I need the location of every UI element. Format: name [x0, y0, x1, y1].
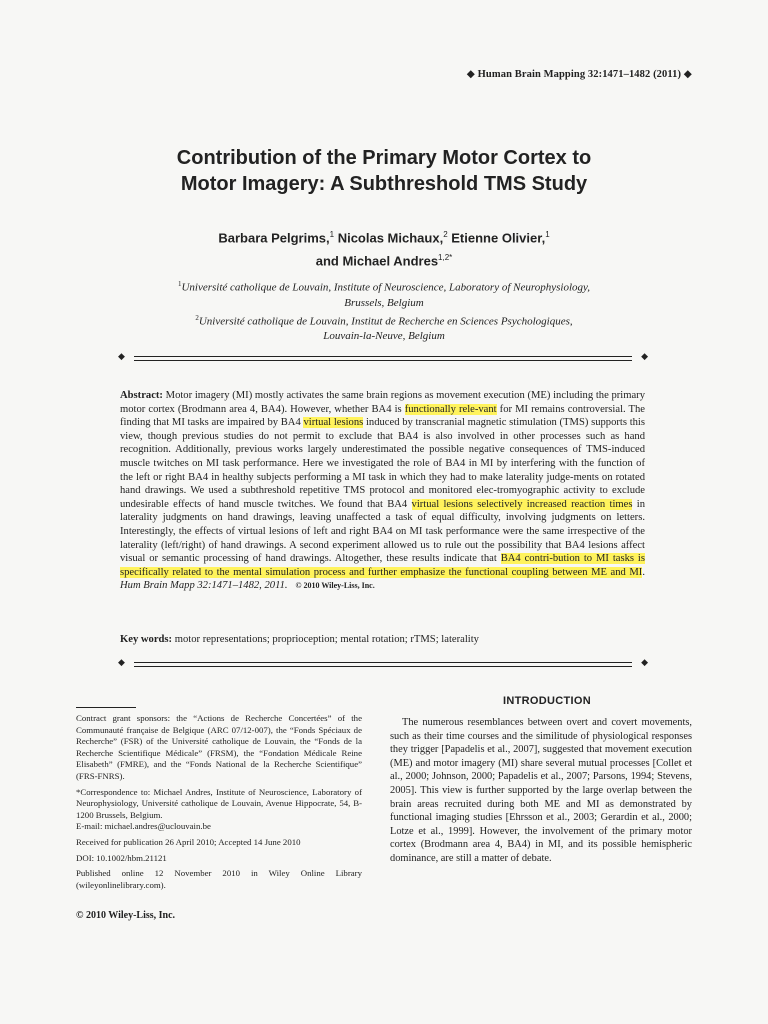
author-name: and Michael Andres [315, 253, 439, 269]
affiliation-2-line-1 [0, 311, 768, 330]
affiliation-text: Université catholique de Louvain, Institute of Neuroscience, Laboratory of Neurophysiology, [181, 281, 591, 294]
footnote-sponsors: Contract grant sponsors: the “Actions de Recherche Concertées” of the Communauté française de Belgique (ARC 07/12-007), the “Fonds Spéciaux de Recherche” (FSR) of the Université catholique de Louvain, the “Fonds de la Recherche Scientifique Médicale” (FRSM), the “Fondation Médicale Reine Elisabeth” (FMRE), and the “Fonds National de la Recherche Scientifique” (FRS-FNRS). [76, 713, 362, 781]
footnotes [76, 713, 362, 895]
footnote-correspondence [76, 787, 362, 833]
abstract [120, 389, 645, 593]
bottom-divider [118, 657, 648, 669]
diamond-icon: ◆ [641, 657, 648, 667]
abstract-text: . [642, 566, 645, 578]
author-affiliation-mark: 2 [443, 230, 448, 239]
paper-title [0, 145, 768, 197]
highlighted-text[interactable]: virtual lesions selectively increased reaction times [411, 498, 633, 510]
running-head: ◆ Human Brain Mapping 32:1471–1482 (2011) ◆ [466, 69, 692, 80]
diamond-icon: ◆ [118, 351, 125, 361]
title-line-2: Motor Imagery: A Subthreshold TMS Study [180, 173, 588, 195]
author-affiliation-mark: 1 [545, 230, 550, 239]
author-name: Etienne Olivier, [451, 230, 546, 246]
correspondence-email[interactable]: E-mail: michael.andres@uclouvain.be [76, 821, 211, 832]
author-name: Barbara Pelgrims, [218, 230, 330, 246]
abstract-text: induced by transcranial magnetic stimulation (TMS) supports this view, though previous studies do not permit to exclude that BA4 is also involved in other processes such as hand recognition. Additionally, previous works largely underestimated the possible negative consequences of TMS-induced muscle twitches on MI task performance. Here we investigated the role of BA4 in MI by interfering with the function of the left or right BA4 in healthy subjects performing a MI task in which they had to make laterality judge-ments on rotated hand drawings. We used a subthreshold repetitive TMS protocol and monitored elec-tromyographic activity to exclude undesirable effects of hand muscle twitches. We found that BA4 [120, 417, 645, 510]
affiliation-text: Université catholique de Louvain, Institut de Recherche en Sciences Psychologiques, [198, 315, 573, 328]
diamond-icon: ◆ [118, 657, 125, 667]
affiliation-number: 2 [195, 313, 199, 322]
abstract-citation: Hum Brain Mapp 32:1471–1482, 2011. [120, 580, 288, 592]
title-line-1: Contribution of the Primary Motor Cortex to [176, 147, 592, 169]
highlighted-text[interactable]: virtual lesions [303, 417, 364, 429]
abstract-text: in laterality judgments on hand drawings, leaving unaffected a task of equal difficulty, involving judgments on letters. Interestingly, the effects of virtual lesions of left and right BA4 on MI task performance were the same irrespective of the laterality (left/right) of hand drawings. A second experiment allowed us to rule out the possibility that BA4 lesions affect visual or semantic processing of hand drawings. Altogether, these results indicate that [120, 498, 645, 565]
keywords [120, 633, 645, 647]
author-affiliation-mark: 1 [329, 230, 335, 239]
authors-line-2 [0, 248, 768, 271]
affiliation-number: 1 [177, 280, 182, 288]
footnote-doi[interactable]: DOI: 10.1002/hbm.21121 [76, 852, 167, 863]
diamond-icon: ◆ [641, 351, 648, 361]
abstract-text: Motor imagery (MI) mostly activates the same brain regions as movement execution (ME) including the primary motor cortex (Brodmann area 4, BA4). However, whether BA4 is [120, 390, 645, 415]
abstract-text: for MI remains controversial. The finding that MI tasks are impaired by BA4 [120, 403, 645, 429]
affiliation-1-line-1 [0, 277, 768, 296]
keywords-text: motor representations; proprioception; mental rotation; rTMS; laterality [172, 634, 479, 645]
divider-line [134, 662, 632, 663]
affiliation-2-line-2: Louvain-la-Neuve, Belgium [323, 330, 445, 343]
footnote-received: Received for publication 26 April 2010; Accepted 14 June 2010 [76, 836, 301, 847]
highlighted-text[interactable]: functionally rele-vant [404, 403, 497, 415]
divider-line [134, 360, 632, 361]
abstract-copyright: © 2010 Wiley-Liss, Inc. [295, 581, 375, 591]
authors-line-1 [0, 225, 768, 248]
highlighted-text[interactable]: BA4 contri-bution to MI tasks is specifically related to the mental simulation process and further emphasize the functional coupling between ME and MI [120, 553, 645, 578]
footnote-rule [76, 707, 136, 708]
author-name: Nicolas Michaux, [337, 230, 444, 246]
divider-line [134, 356, 632, 357]
top-divider [118, 351, 648, 363]
author-list [0, 225, 768, 272]
affiliations [0, 277, 768, 344]
introduction-paragraph: The numerous resemblances between overt and covert movements, such as their time courses and the similitude of physiological responses they trigger [Papadelis et al., 2007], suggested that movement execution (ME) and motor imagery (MI) share several mutual processes [Collet et al., 2000; Johnson, 2000; Papadelis et al., 2007; Parsons, 1994; Stevens, 2005]. This view is further supported by the large overlap between the brain areas recruited during both ME and MI as demonstrated by functional imaging studies [Ehrsson et al., 2003; Gerardin et al., 2000; Lotze et al., 1999]. However, the involvement of the primary motor cortex (Brodmann area 4, BA4) in MI, and its possible hemispheric dominance, are still a matter of debate. [390, 717, 692, 864]
author-affiliation-mark: 1,2* [438, 253, 453, 263]
divider-line [134, 666, 632, 667]
section-heading-introduction: INTRODUCTION [503, 695, 591, 707]
keywords-label: Key words: [120, 634, 173, 645]
correspondence-text: *Correspondence to: Michael Andres, Institute of Neuroscience, Laboratory of Neurophysiology, Université catholique de Louvain, Avenue Hippocrate, 54, B-1200 Brussels, Belgium. [76, 786, 362, 820]
abstract-label: Abstract: [120, 390, 163, 401]
affiliation-1-line-2: Brussels, Belgium [344, 296, 424, 309]
footnote-published: Published online 12 November 2010 in Wiley Online Library (wileyonlinelibrary.com). [76, 868, 362, 890]
page-copyright: © 2010 Wiley-Liss, Inc. [76, 910, 176, 921]
